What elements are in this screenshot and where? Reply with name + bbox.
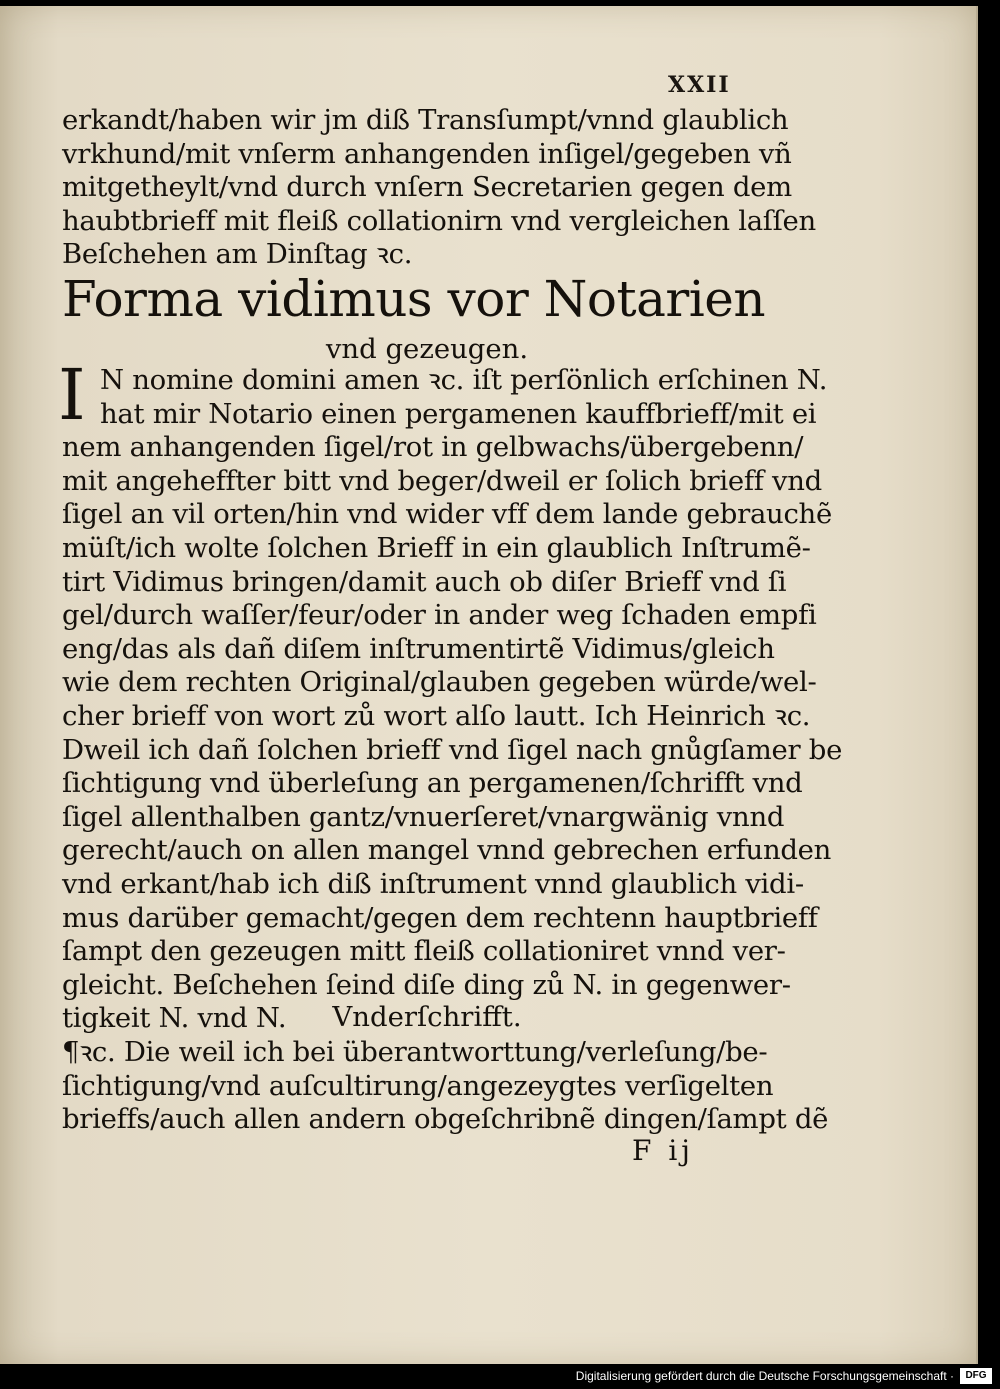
text-line: gel/durch waſſer/feur/oder in ander weg ſchaden empfi xyxy=(62,599,817,632)
dropcap-paragraph xyxy=(58,354,828,436)
text-line: müſt/ich wolte ſolchen Brieff in ein glaublich Inſtrumẽ- xyxy=(62,531,811,564)
text-line: ſampt den gezeugen mitt fleiß collationiret vnnd ver- xyxy=(62,935,786,968)
footer-credit: Digitalisierung gefördert durch die Deutsche Forschungsgemeinschaft · xyxy=(575,1369,954,1383)
text-line: ¶ꝛc. Die weil ich bei überantworttung/verleſung/be- xyxy=(62,1036,768,1068)
text-line: gleicht. Beſchehen ſeind diſe ding zů N. in gegenwer- xyxy=(62,968,791,1001)
text-line: gerecht/auch on allen mangel vnnd gebrechen erfunden xyxy=(62,834,832,867)
text-line: mit angeheffter bitt vnd beger/dweil er ſolich brieff vnd xyxy=(62,464,822,497)
text-line: haubtbrieff mit fleiß collationirn vnd vergleichen laſſen xyxy=(62,204,816,237)
dfg-logo: DFG xyxy=(960,1368,992,1384)
text-line: nem anhangenden ſigel/rot in gelbwachs/übergebenn/ xyxy=(62,431,804,464)
text-line: vnd erkant/hab ich diß inſtrument vnnd glaublich vidi- xyxy=(62,867,804,900)
text-line: vrkhund/mit vnſerm anhangenden inſigel/gegeben vñ xyxy=(62,137,792,170)
text-line: eng/das als dañ diſem inſtrumentirtẽ Vidimus/gleich xyxy=(62,632,775,665)
text-line: erkandt/haben wir jm diß Transſumpt/vnnd glaublich xyxy=(62,104,789,136)
folio-number: XXII xyxy=(668,72,731,98)
body-text-block xyxy=(58,354,843,1036)
drop-capital: I xyxy=(58,354,86,436)
heading-title: Forma vidimus vor Notarien xyxy=(62,270,766,328)
text-line: ſichtigung vnd überleſung an pergamenen/ſchrifft vnd xyxy=(62,767,803,800)
text-line: cher brieff von wort zů wort alſo lautt. Ich Heinrich ꝛc. xyxy=(62,699,811,732)
text-line: wie dem rechten Original/glauben gegeben würde/wel- xyxy=(62,666,817,699)
text-line: N nomine domini amen ꝛc. iſt perſönlich erſchinen N. xyxy=(100,364,828,396)
signature-mark: F ij xyxy=(632,1134,694,1167)
subsection-heading: Vnderſchrifft. xyxy=(332,1001,522,1033)
text-line: brieffs/auch allen andern obgeſchribnẽ dingen/ſampt dẽ xyxy=(62,1103,829,1136)
final-text-block xyxy=(62,1036,829,1137)
text-line: mitgetheylt/vnd durch vnſern Secretarien gegen dem xyxy=(62,171,792,204)
text-line: mus darüber gemacht/gegen dem rechtenn hauptbrieff xyxy=(62,901,818,934)
text-line: hat mir Notario einen pergamenen kauffbrieff/mit ei xyxy=(100,397,817,430)
heading-subtitle: vnd gezeugen. xyxy=(325,333,529,365)
text-line: tirt Vidimus bringen/damit auch ob diſer Brieff vnd ſi xyxy=(62,565,787,598)
text-line: tigkeit N. vnd N. xyxy=(62,1002,287,1035)
text-line: Beſchehen am Dinſtag ꝛc. xyxy=(62,238,413,271)
section-heading xyxy=(62,270,792,366)
text-line: ſigel an vil orten/hin vnd wider vff dem lande gebrauchẽ xyxy=(62,498,832,531)
text-line: Dweil ich dañ ſolchen brieff vnd ſigel nach gnůgſamer be xyxy=(62,733,843,766)
top-text-block xyxy=(62,104,816,272)
text-line: ſigel allenthalben gantz/vnuerſeret/vnargwänig vnnd xyxy=(62,800,785,833)
text-line: ſichtigung/vnd auſcultirung/angezeygtes verſigelten xyxy=(62,1069,774,1102)
